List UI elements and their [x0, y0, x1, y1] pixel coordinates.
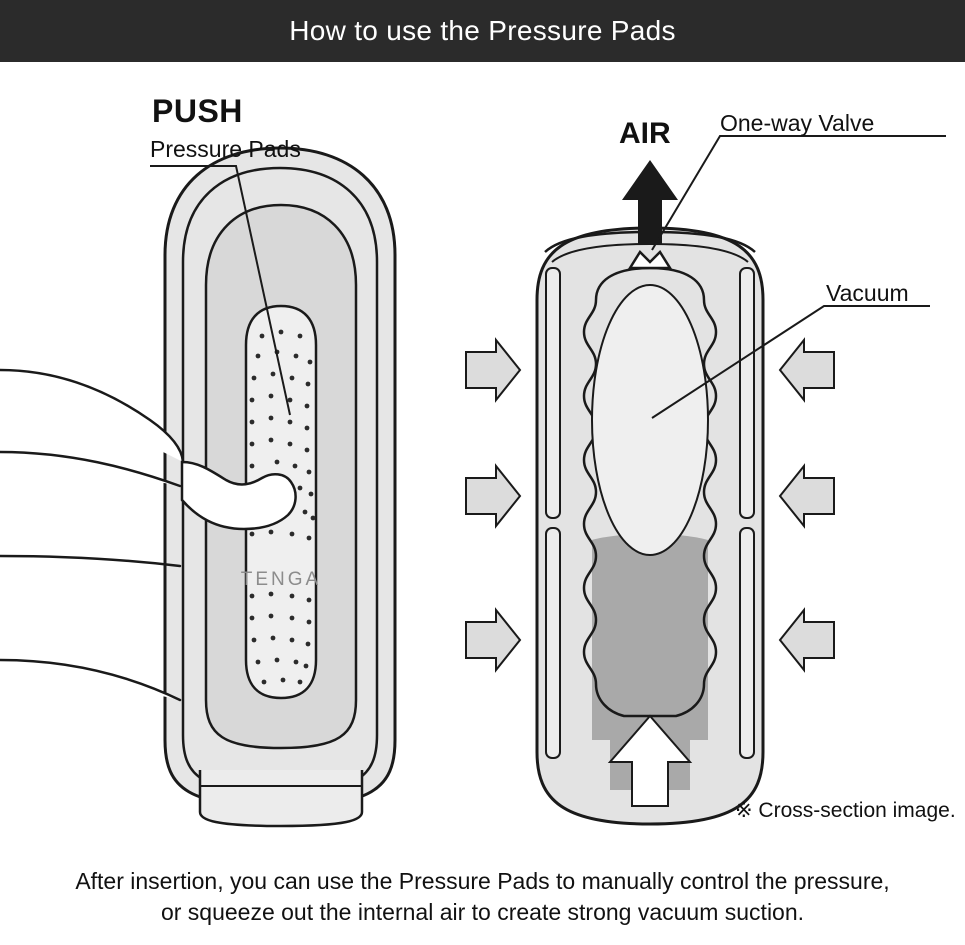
- caption: [0, 866, 965, 928]
- brand-text-tenga: TENGA: [240, 569, 322, 590]
- caption-line-1: After insertion, you can use the Pressure Pads to manually control the pressure,: [75, 868, 890, 894]
- pressure-pads-label: Pressure Pads: [150, 136, 301, 162]
- air-label: AIR: [619, 117, 671, 150]
- vacuum-cavity: [592, 285, 708, 555]
- caption-line-2: or squeeze out the internal air to create strong vacuum suction.: [160, 899, 805, 925]
- device-base: [200, 770, 362, 826]
- left-device-group: [0, 148, 395, 826]
- page-title: How to use the Pressure Pads: [289, 15, 676, 46]
- one-way-valve-label: One-way Valve: [720, 110, 875, 136]
- press-arrows-left: [466, 340, 520, 670]
- vacuum-label: Vacuum: [826, 280, 909, 306]
- cross-section-note: ※ Cross-section image.: [735, 799, 956, 822]
- push-label: PUSH: [152, 93, 243, 129]
- press-arrows-right: [780, 340, 834, 670]
- right-cross-section-group: [466, 136, 946, 824]
